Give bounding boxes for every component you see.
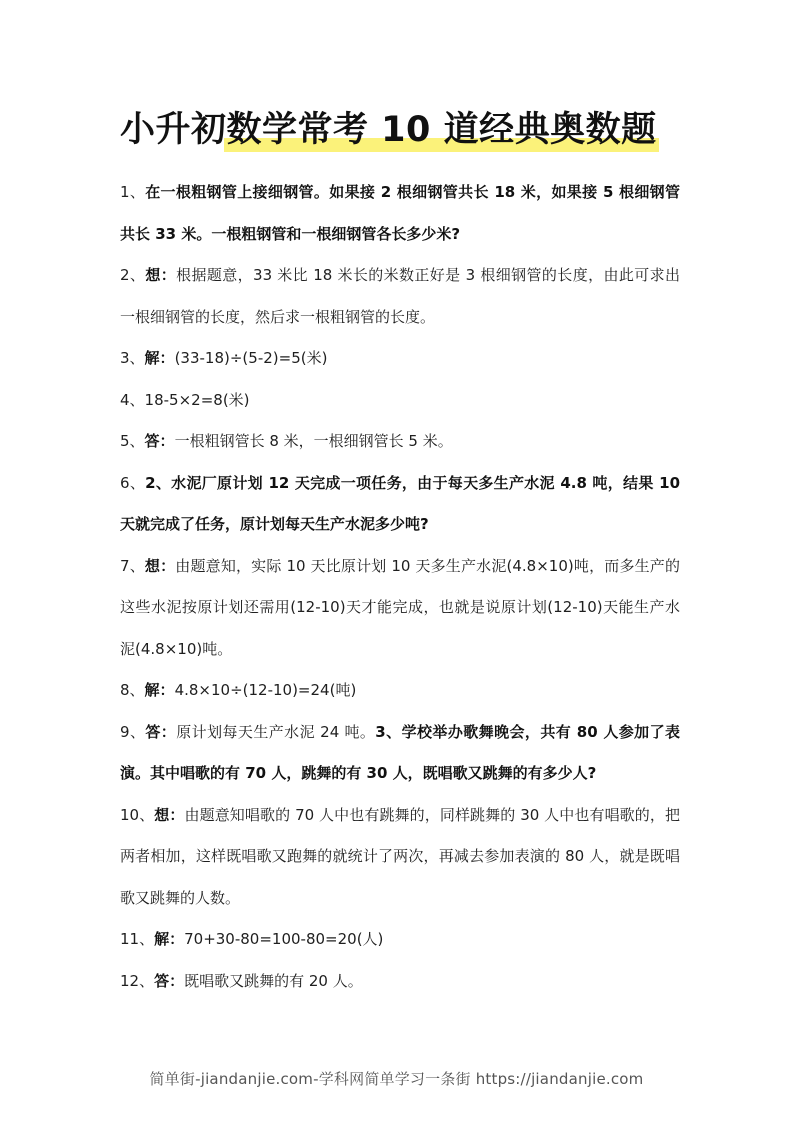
paragraph-number: 9、 bbox=[120, 722, 146, 741]
paragraph-text: 18-5×2=8(米) bbox=[144, 390, 250, 409]
paragraph-text: 原计划每天生产水泥 24 吨。 bbox=[176, 722, 376, 741]
paragraph-label: 想： bbox=[154, 805, 185, 824]
question-list bbox=[120, 172, 680, 1002]
paragraph-text: 由题意知唱歌的 70 人中也有跳舞的，同样跳舞的 30 人中也有唱歌的，把两者相加，这样既唱歌又跑舞的就统计了两次，再减去参加表演的 80 人，就是既唱歌又跳舞的人数。 bbox=[120, 805, 680, 907]
paragraph-number: 8、 bbox=[120, 681, 145, 699]
paragraph-2 bbox=[120, 255, 680, 338]
paragraph-number: 7、 bbox=[120, 556, 145, 575]
paragraph-label: 解： bbox=[144, 681, 175, 699]
paragraph-number: 3、 bbox=[120, 349, 145, 367]
paragraph-text: 既唱歌又跳舞的有 20 人。 bbox=[184, 971, 363, 990]
paragraph-text: 4.8×10÷(12-10)=24(吨) bbox=[174, 681, 357, 699]
paragraph-number: 2、 bbox=[120, 266, 146, 284]
paragraph-number: 11、 bbox=[120, 930, 155, 948]
paragraph-8 bbox=[120, 670, 680, 712]
title-block bbox=[120, 104, 657, 156]
paragraph-5 bbox=[120, 421, 680, 463]
paragraph-9 bbox=[120, 712, 680, 795]
paragraph-text: (33-18)÷(5-2)=5(米) bbox=[174, 349, 328, 367]
paragraph-label: 答： bbox=[144, 432, 175, 450]
paragraph-label: 答： bbox=[145, 722, 177, 741]
question-text: 2、水泥厂原计划 12 天完成一项任务，由于每天多生产水泥 4.8 吨，结果 10 天就完成了任务，原计划每天生产水泥多少吨? bbox=[120, 473, 681, 533]
paragraph-label: 解： bbox=[154, 930, 185, 948]
paragraph-number: 6、 bbox=[120, 473, 146, 492]
paragraph-label: 解： bbox=[144, 349, 175, 367]
paragraph-text: 根据题意，33 米比 18 米长的米数正好是 3 根细钢管的长度，由此可求出一根细钢管的长度，然后求一根粗钢管的长度。 bbox=[120, 266, 681, 326]
paragraph-4 bbox=[120, 380, 680, 422]
paragraph-number: 5、 bbox=[120, 432, 145, 450]
question-text: 在一根粗钢管上接细钢管。如果接 2 根细钢管共长 18 米，如果接 5 根细钢管共长 33 米。一根粗钢管和一根细钢管各长多少米? bbox=[120, 183, 680, 243]
paragraph-number: 10、 bbox=[120, 805, 155, 824]
question-text: 3、学校举办歌舞晚会，共有 80 人参加了表演。其中唱歌的有 70 人，跳舞的有 30 人，既唱歌又跳舞的有多少人? bbox=[120, 722, 680, 782]
paragraph-number: 12、 bbox=[120, 971, 155, 990]
paragraph-number: 1、 bbox=[120, 183, 146, 201]
page-footer: 简单街-jiandanjie.com-学科网简单学习一条街 https://jiandanjie.com bbox=[149, 1070, 644, 1088]
paragraph-12 bbox=[120, 961, 680, 1003]
paragraph-text: 一根粗钢管长 8 米，一根细钢管长 5 米。 bbox=[174, 432, 453, 450]
paragraph-label: 想： bbox=[145, 266, 177, 284]
paragraph-number: 4、 bbox=[120, 390, 145, 409]
paragraph-label: 答： bbox=[154, 971, 185, 990]
paragraph-11 bbox=[120, 919, 680, 961]
paragraph-3 bbox=[120, 338, 680, 380]
paragraph-7 bbox=[120, 546, 680, 671]
paragraph-label: 想： bbox=[144, 556, 176, 575]
paragraph-6 bbox=[120, 463, 680, 546]
paragraph-text: 70+30-80=100-80=20(人) bbox=[184, 930, 384, 948]
page-title: 小升初数学常考 10 道经典奥数题 bbox=[120, 110, 657, 150]
paragraph-text: 由题意知，实际 10 天比原计划 10 天多生产水泥(4.8×10)吨，而多生产的这些水泥按原计划还需用(12-10)天才能完成，也就是说原计划(12-10)天能生产水泥(4.8×10)吨。 bbox=[120, 556, 680, 658]
paragraph-1 bbox=[120, 172, 680, 255]
paragraph-10 bbox=[120, 795, 680, 920]
